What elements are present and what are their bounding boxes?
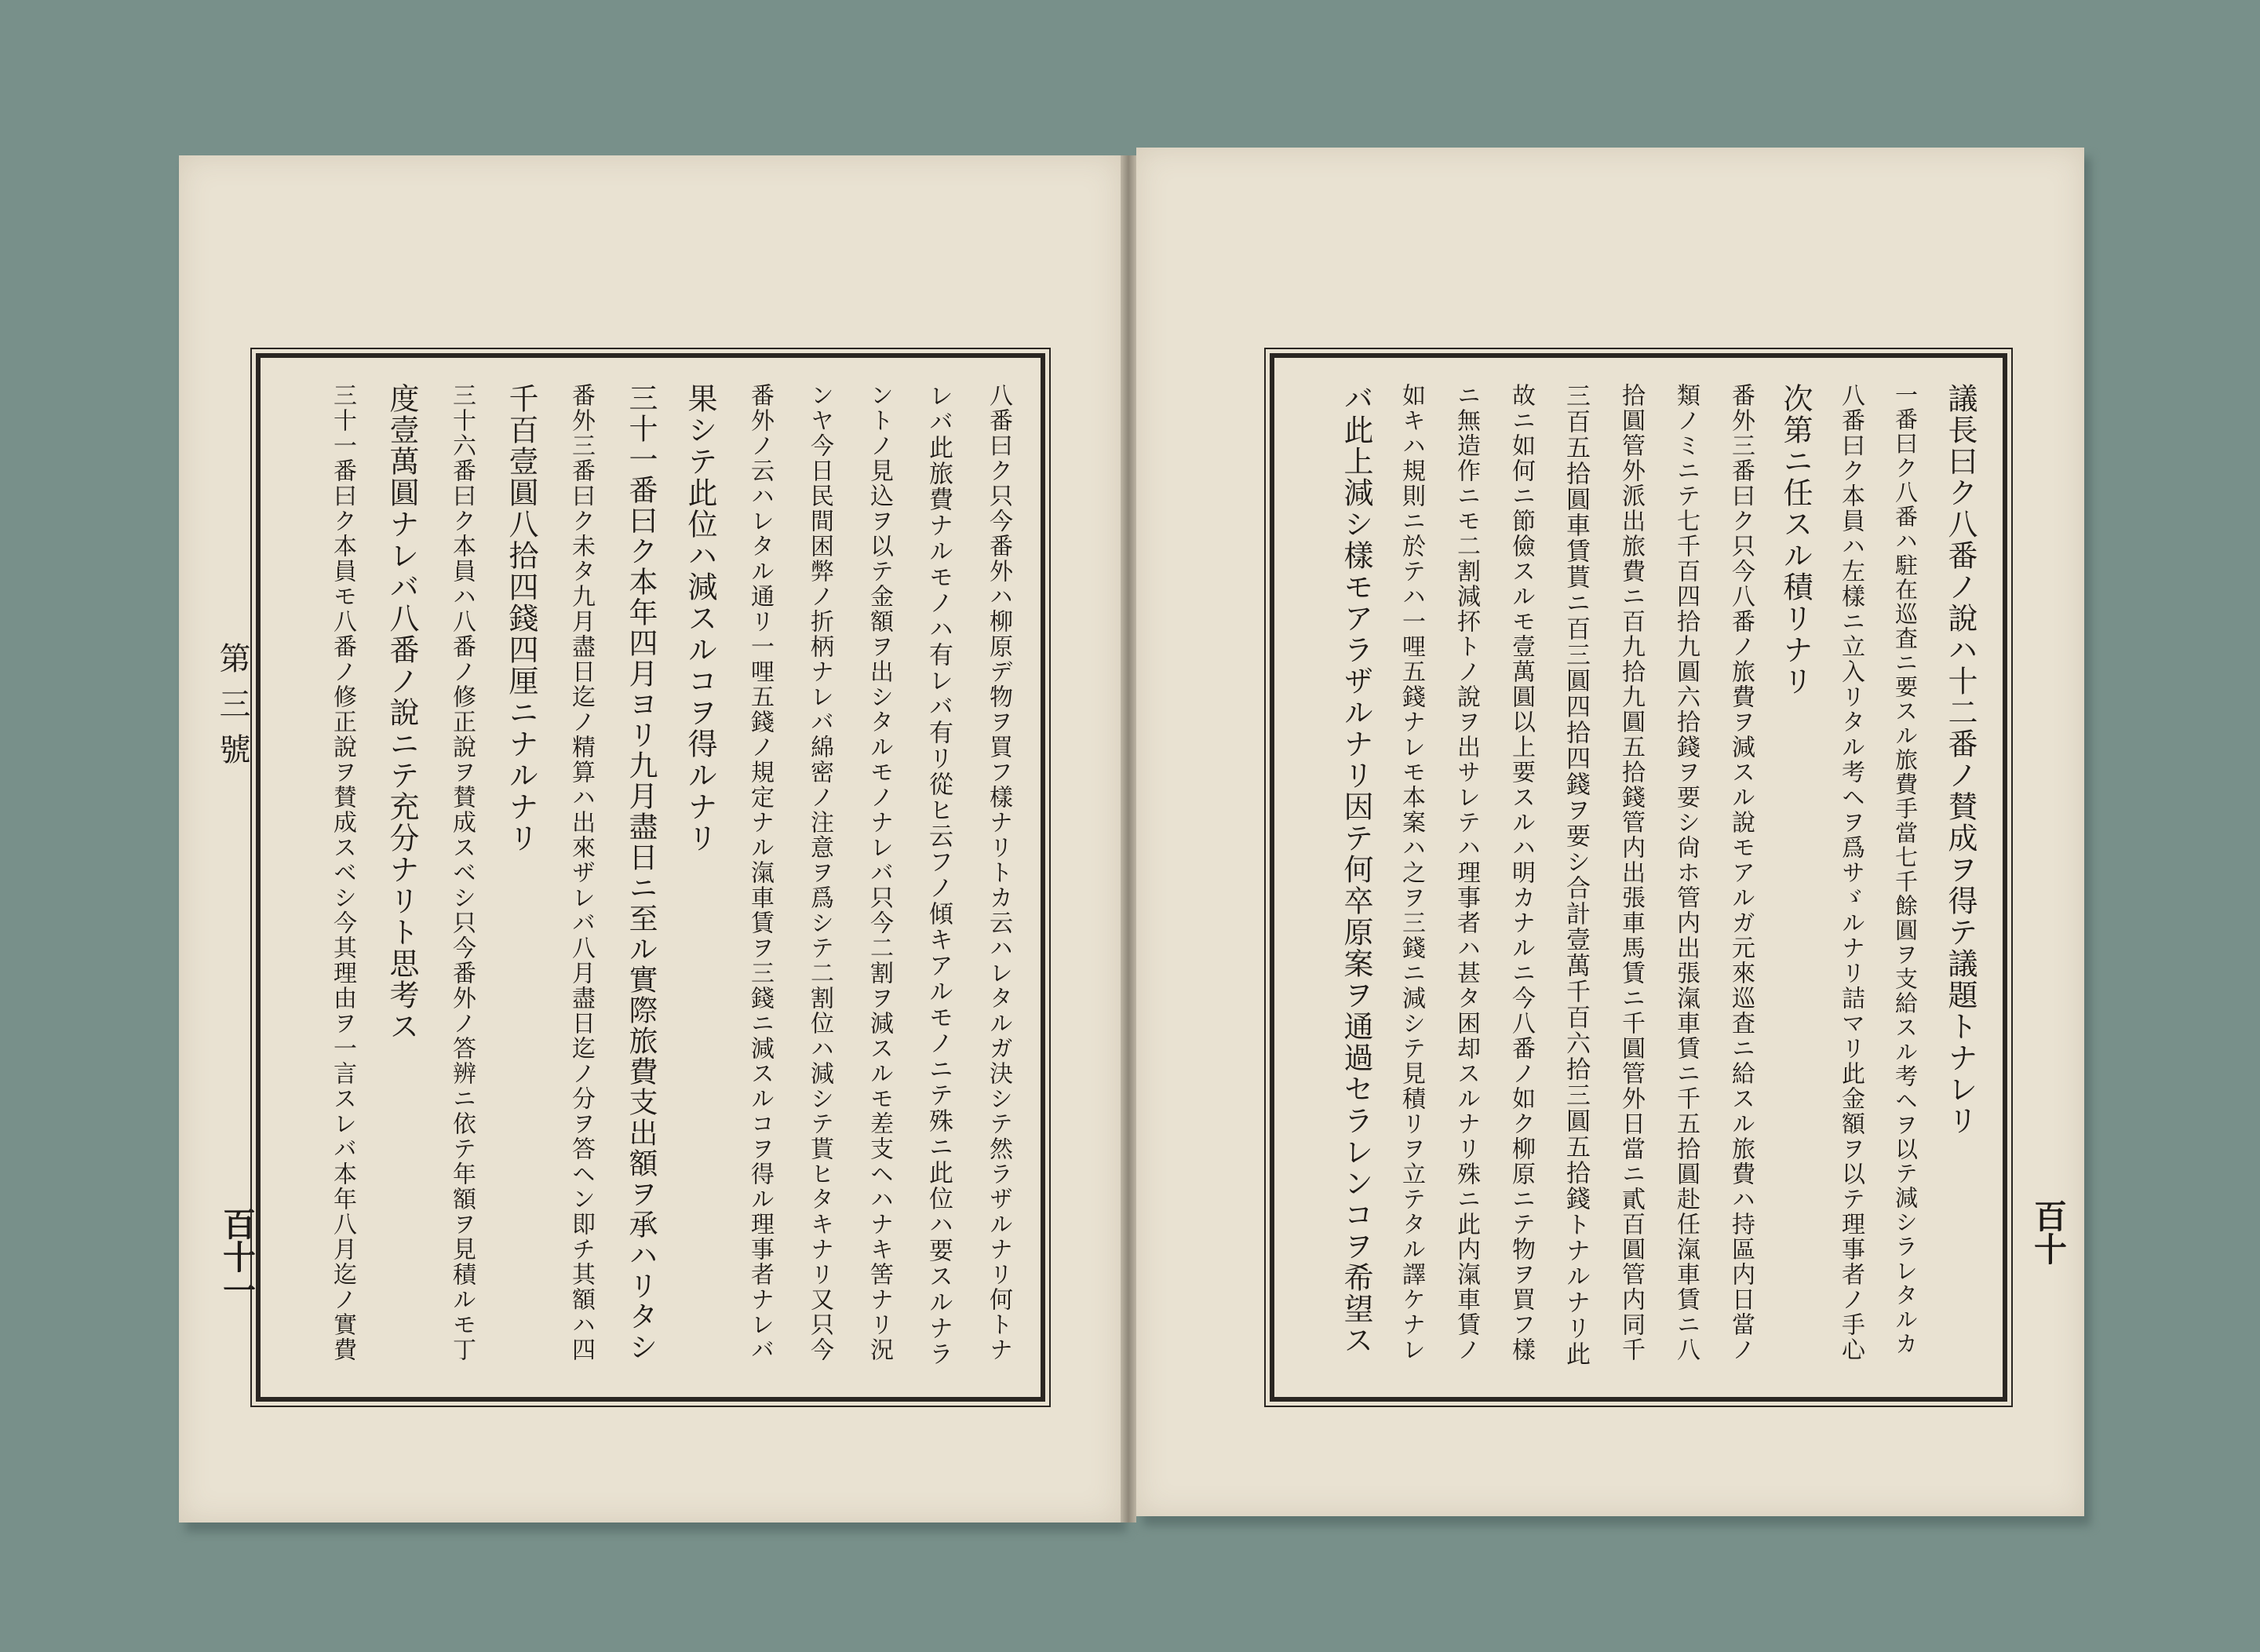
column-text: 如キハ規則ニ於テハ一哩五錢ナレモ本案ハ之ヲ三錢ニ減シテ見積リヲ立テタル譯ケナレ xyxy=(1398,383,1425,1362)
column-text: 故ニ如何ニ節儉スルモ壹萬圓以上要スルハ明カナルニ今八番ノ如ク柳原ニテ物ヲ買フ樣 xyxy=(1507,383,1535,1362)
text-column xyxy=(1773,383,1817,697)
text-column xyxy=(559,383,603,1362)
text-column xyxy=(320,383,364,1362)
text-column xyxy=(678,383,722,854)
column-text: 番外ノ云ハレタル通リ一哩五錢ノ規定ナル滊車賃ヲ三錢ニ減スルコヲ得ル理事者ナレバ xyxy=(746,383,774,1362)
book-gutter xyxy=(1121,155,1136,1523)
page-number-left: 百十一 xyxy=(218,1207,257,1306)
right-page xyxy=(1136,148,2084,1516)
column-text: 類ノミニテ七千百四拾九圓六拾錢ヲ要シ尙ホ管内出張滊車賃ニ千五拾圓赴任滊車賃ニ八 xyxy=(1672,383,1700,1362)
column-text: ントノ見込ヲ以テ金額ヲ出シタルモノナレバ只今二割ヲ減スルモ差支ヘハナキ筈ナリ況 xyxy=(866,383,893,1362)
text-column xyxy=(1828,383,1872,1362)
column-text: 三十一番曰ク本年四月ヨリ九月盡日ニ至ル實際旅費支出額ヲ承ハリタシ xyxy=(624,383,658,1362)
text-column xyxy=(1444,383,1488,1362)
column-text: 千百壹圓八拾四錢四厘ニナルナリ xyxy=(504,383,538,854)
column-text: 番外三番曰ク只今八番ノ旅費ヲ減スル說モアルガ元來巡査ニ給スル旅費ハ持區内日當ノ xyxy=(1727,383,1755,1362)
column-text: 三百五拾圓車賃貰ニ百三圓四拾四錢ヲ要シ合計壹萬千百六拾三圓五拾錢トナルナリ此 xyxy=(1562,383,1590,1367)
text-column xyxy=(1719,383,1762,1362)
left-page xyxy=(179,155,1121,1523)
text-column xyxy=(738,383,782,1362)
text-column xyxy=(1554,383,1598,1367)
column-text: バ此上減シ樣モアラザルナリ因テ何卒原案ヲ通過セラレンコヲ希望ス xyxy=(1339,383,1373,1356)
text-column xyxy=(1609,383,1653,1362)
column-text: レバ此旅費ナルモノハ有レバ有リ從ヒ云フノ傾キアルモノニテ殊ニ此位ハ要スルナラ xyxy=(924,383,953,1367)
text-column xyxy=(618,383,662,1362)
column-text: 三十六番曰ク本員ハ八番ノ修正說ヲ賛成スベシ只今番外ノ答辨ニ依テ年額ヲ見積ルモ丁 xyxy=(448,383,476,1362)
column-text: 八番曰ク本員ハ左樣ニ立入リタル考ヘヲ爲サゞルナリ詰マリ此金額ヲ以テ理事者ノ手心 xyxy=(1837,383,1864,1362)
column-text: 一番曰ク八番ハ駐在巡査ニ要スル旅費手當七千餘圓ヲ支給スル考ヘヲ以テ減シラレタルカ xyxy=(1892,383,1919,1356)
text-column xyxy=(1334,383,1378,1356)
text-column xyxy=(797,383,841,1362)
text-column xyxy=(1938,383,1982,1136)
text-column xyxy=(380,383,424,1042)
column-text: 三十一番曰ク本員モ八番ノ修正說ヲ賛成スベシ今其理由ヲ一言スレバ本年八月迄ノ實費 xyxy=(329,383,356,1362)
text-column xyxy=(439,383,483,1362)
column-text: 度壹萬圓ナレバ八番ノ說ニテ充分ナリト思考ス xyxy=(385,383,419,1042)
page-number-right: 百十 xyxy=(2029,1199,2068,1265)
column-text: 八番曰ク只今番外ハ柳原デ物ヲ買フ樣ナリトカ云ハレタルガ決シテ然ラザルナリ何トナ xyxy=(985,383,1012,1362)
column-text: 番外三番曰ク未タ九月盡日迄ノ精算ハ出來ザレバ八月盡日迄ノ分ヲ答ヘン即チ其額ハ四 xyxy=(567,383,595,1362)
text-column xyxy=(917,383,960,1367)
left-text-frame xyxy=(256,353,1045,1402)
text-column xyxy=(1389,383,1433,1362)
column-text: 議長曰ク八番ノ說ハ十二番ノ賛成ヲ得テ議題トナレリ xyxy=(1943,383,1978,1136)
text-column xyxy=(1883,383,1927,1356)
text-column xyxy=(1664,383,1708,1362)
text-column xyxy=(1499,383,1543,1362)
column-text: 果シテ此位ハ減スルコヲ得ルナリ xyxy=(683,383,717,854)
column-text: ニ無造作ニモ二割減抔トノ說ヲ出サレテハ理事者ハ甚タ困却スルナリ殊ニ此内滊車賃ノ xyxy=(1453,383,1480,1362)
column-text: 拾圓管外派出旅費ニ百九拾九圓五拾錢管内出張車馬賃ニ千圓管外日當ニ貳百圓管内同千 xyxy=(1617,383,1645,1362)
right-text-frame xyxy=(1270,353,2007,1402)
text-column xyxy=(857,383,901,1362)
issue-number-label: 第三號 xyxy=(214,642,250,779)
column-text: ンヤ今日民間困弊ノ折柄ナレバ綿密ノ注意ヲ爲シテ二割位ハ減シテ貰ヒタキナリ又只今 xyxy=(806,383,833,1362)
text-column xyxy=(499,383,543,854)
column-text: 次第ニ任スル積リナリ xyxy=(1778,383,1813,697)
text-column xyxy=(976,383,1020,1362)
